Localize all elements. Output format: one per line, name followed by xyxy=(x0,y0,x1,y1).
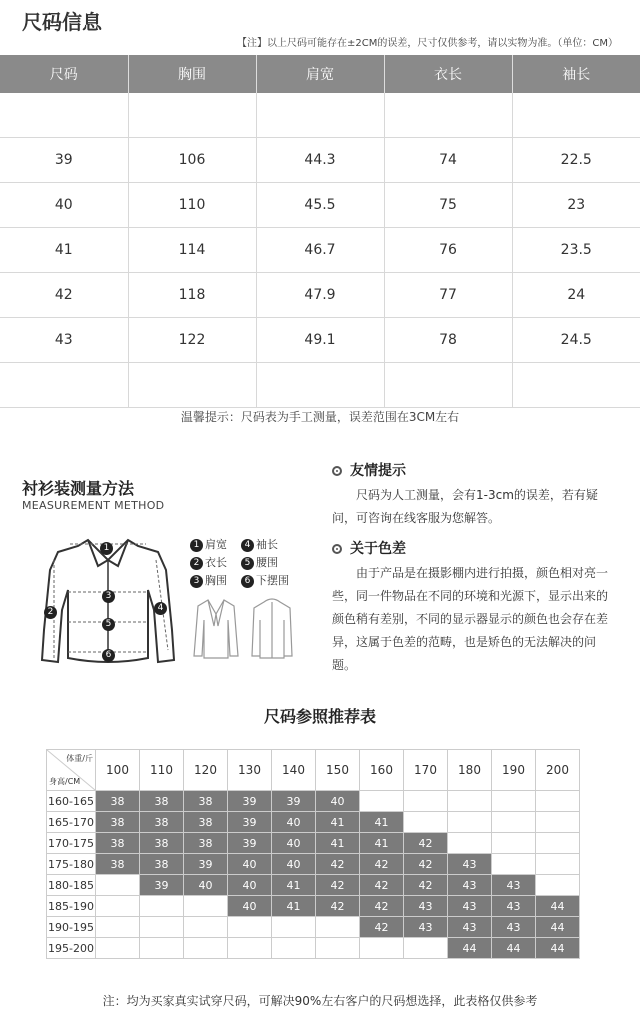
recommend-cell: 40 xyxy=(272,833,316,854)
recommend-cell: 38 xyxy=(184,812,228,833)
empty-cell xyxy=(384,93,512,138)
size-cell: 76 xyxy=(384,228,512,273)
empty-cell xyxy=(128,363,256,408)
table-row xyxy=(47,833,580,854)
table-row xyxy=(47,791,580,812)
empty-cell xyxy=(256,93,384,138)
recommend-cell xyxy=(140,917,184,938)
height-range-label: 190-195 xyxy=(47,917,96,938)
recommend-cell: 43 xyxy=(448,917,492,938)
table-row xyxy=(0,138,640,183)
recommend-cell: 42 xyxy=(404,854,448,875)
recommend-cell xyxy=(140,938,184,959)
recommend-cell: 41 xyxy=(360,812,404,833)
legend-waist: 腰围 xyxy=(256,556,278,569)
table-row xyxy=(0,228,640,273)
reminder-block xyxy=(332,460,612,530)
recommend-cell: 38 xyxy=(140,791,184,812)
weight-header: 100 xyxy=(96,750,140,791)
size-cell: 45.5 xyxy=(256,183,384,228)
recommend-cell: 43 xyxy=(448,854,492,875)
legend-shoulder: 肩宽 xyxy=(205,538,227,551)
recommend-cell: 43 xyxy=(492,917,536,938)
table-row xyxy=(47,875,580,896)
recommend-cell: 38 xyxy=(96,854,140,875)
recommend-cell xyxy=(272,938,316,959)
size-col-header: 肩宽 xyxy=(256,55,384,93)
marker-6: 6 xyxy=(102,649,115,662)
marker-1: 1 xyxy=(100,542,113,555)
info-bullet-icon xyxy=(332,466,342,476)
page-title: 尺码信息 xyxy=(22,10,102,34)
size-cell: 22.5 xyxy=(512,138,640,183)
size-cell: 40 xyxy=(0,183,128,228)
size-cell: 42 xyxy=(0,273,128,318)
color-diff-block xyxy=(332,538,612,677)
info-bullet-icon xyxy=(332,544,342,554)
legend-chest: 胸围 xyxy=(205,574,227,587)
recommend-cell xyxy=(536,875,580,896)
marker-5: 5 xyxy=(102,618,115,631)
height-range-label: 185-190 xyxy=(47,896,96,917)
recommend-cell: 38 xyxy=(96,833,140,854)
size-cell: 44.3 xyxy=(256,138,384,183)
reminder-heading: 友情提示 xyxy=(350,463,406,479)
recommend-cell xyxy=(140,896,184,917)
weight-header: 130 xyxy=(228,750,272,791)
recommend-cell: 40 xyxy=(228,854,272,875)
recommend-cell xyxy=(536,812,580,833)
recommend-cell: 43 xyxy=(448,875,492,896)
recommend-cell: 41 xyxy=(316,812,360,833)
jacket-icon xyxy=(250,596,294,662)
recommend-cell: 42 xyxy=(316,875,360,896)
size-cell: 118 xyxy=(128,273,256,318)
recommend-cell xyxy=(448,791,492,812)
recommend-cell xyxy=(536,854,580,875)
recommend-cell: 39 xyxy=(184,854,228,875)
measurement-subtitle: MEASUREMENT METHOD xyxy=(22,499,165,512)
empty-cell xyxy=(0,93,128,138)
recommend-table xyxy=(46,749,580,959)
recommend-cell xyxy=(96,917,140,938)
recommend-cell xyxy=(184,938,228,959)
size-cell: 23 xyxy=(512,183,640,228)
recommend-cell xyxy=(492,833,536,854)
recommend-cell: 44 xyxy=(448,938,492,959)
recommend-cell xyxy=(316,938,360,959)
empty-cell xyxy=(128,93,256,138)
weight-header: 150 xyxy=(316,750,360,791)
recommend-title: 尺码参照推荐表 xyxy=(263,707,376,726)
recommend-cell xyxy=(360,938,404,959)
recommend-cell xyxy=(404,938,448,959)
table-row xyxy=(47,917,580,938)
recommend-cell: 40 xyxy=(272,812,316,833)
recommend-cell: 43 xyxy=(404,896,448,917)
recommend-cell: 38 xyxy=(96,812,140,833)
size-table-header xyxy=(0,55,640,93)
size-col-header: 袖长 xyxy=(512,55,640,93)
size-col-header: 尺码 xyxy=(0,55,128,93)
weight-header: 200 xyxy=(536,750,580,791)
size-cell: 114 xyxy=(128,228,256,273)
size-cell: 74 xyxy=(384,138,512,183)
recommend-cell xyxy=(536,833,580,854)
recommend-cell xyxy=(96,875,140,896)
recommend-cell: 40 xyxy=(316,791,360,812)
recommend-cell: 38 xyxy=(184,833,228,854)
recommend-header-row xyxy=(47,750,580,791)
marker-2: 2 xyxy=(44,606,57,619)
recommend-cell xyxy=(96,938,140,959)
recommend-cell: 38 xyxy=(184,791,228,812)
empty-cell xyxy=(0,363,128,408)
recommend-cell: 42 xyxy=(404,833,448,854)
recommend-cell: 38 xyxy=(140,812,184,833)
recommend-cell xyxy=(492,791,536,812)
recommend-cell: 44 xyxy=(536,917,580,938)
weight-header: 180 xyxy=(448,750,492,791)
recommend-cell xyxy=(404,791,448,812)
recommend-cell xyxy=(228,938,272,959)
table-row xyxy=(47,812,580,833)
empty-cell xyxy=(256,363,384,408)
recommend-cell: 41 xyxy=(360,833,404,854)
legend-length: 衣长 xyxy=(205,556,227,569)
size-table xyxy=(0,55,640,408)
recommend-cell: 42 xyxy=(316,854,360,875)
recommend-cell: 43 xyxy=(492,896,536,917)
size-cell: 24.5 xyxy=(512,318,640,363)
recommend-cell: 43 xyxy=(492,875,536,896)
size-cell: 39 xyxy=(0,138,128,183)
recommend-cell xyxy=(448,812,492,833)
recommend-cell: 42 xyxy=(404,875,448,896)
weight-header: 120 xyxy=(184,750,228,791)
table-row-empty xyxy=(0,93,640,138)
empty-cell xyxy=(512,93,640,138)
size-note: 【注】以上尺码可能存在±2CM的误差，尺寸仅供参考，请以实物为准。（单位：CM） xyxy=(237,38,618,49)
recommend-cell: 42 xyxy=(316,896,360,917)
recommend-cell xyxy=(448,833,492,854)
size-cell: 122 xyxy=(128,318,256,363)
height-range-label: 165-170 xyxy=(47,812,96,833)
height-range-label: 180-185 xyxy=(47,875,96,896)
empty-cell xyxy=(384,363,512,408)
table-row xyxy=(47,854,580,875)
size-cell: 47.9 xyxy=(256,273,384,318)
size-cell: 49.1 xyxy=(256,318,384,363)
recommend-cell xyxy=(492,812,536,833)
size-cell: 43 xyxy=(0,318,128,363)
footer-note: 注：均为买家真实试穿尺码，可解决90%左右客户的尺码想选择，此表格仅供参考 xyxy=(102,994,538,1008)
marker-4: 4 xyxy=(154,602,167,615)
recommend-cell: 44 xyxy=(536,938,580,959)
recommend-cell: 40 xyxy=(228,875,272,896)
recommend-cell xyxy=(228,917,272,938)
recommend-cell: 40 xyxy=(228,896,272,917)
height-range-label: 160-165 xyxy=(47,791,96,812)
recommend-cell: 40 xyxy=(184,875,228,896)
recommend-cell: 38 xyxy=(96,791,140,812)
recommend-cell: 42 xyxy=(360,917,404,938)
measurement-title: 衬衫装测量方法 xyxy=(22,479,135,498)
reminder-body: 尺码为人工测量，会有1-3cm的误差，若有疑问，可咨询在线客服为您解答。 xyxy=(332,488,598,525)
height-label: 身高/CM xyxy=(49,777,81,786)
height-range-label: 195-200 xyxy=(47,938,96,959)
recommend-cell xyxy=(536,791,580,812)
size-cell: 46.7 xyxy=(256,228,384,273)
weight-header: 170 xyxy=(404,750,448,791)
recommend-cell xyxy=(404,812,448,833)
recommend-cell xyxy=(316,917,360,938)
size-cell: 106 xyxy=(128,138,256,183)
measure-tip: 温馨提示：尺码表为手工测量，误差范围在3CM左右 xyxy=(180,410,460,424)
recommend-cell: 42 xyxy=(360,896,404,917)
size-col-header: 胸围 xyxy=(128,55,256,93)
size-cell: 77 xyxy=(384,273,512,318)
size-cell: 23.5 xyxy=(512,228,640,273)
recommend-cell: 41 xyxy=(272,875,316,896)
recommend-cell xyxy=(184,896,228,917)
color-diff-body: 由于产品是在摄影棚内进行拍摄，颜色相对亮一些，同一件物品在不同的环境和光源下，显示出来的颜色稍有差别，不同的显示器显示的颜色也会存在差异，这属于色差的范畴，也是矫色的无法解决的问题。 xyxy=(332,566,609,672)
recommend-cell: 42 xyxy=(360,875,404,896)
weight-header: 160 xyxy=(360,750,404,791)
weight-header: 110 xyxy=(140,750,184,791)
recommend-cell: 39 xyxy=(272,791,316,812)
recommend-cell: 40 xyxy=(272,854,316,875)
recommend-cell: 43 xyxy=(448,896,492,917)
recommend-cell xyxy=(272,917,316,938)
size-cell: 110 xyxy=(128,183,256,228)
table-row xyxy=(0,183,640,228)
table-row xyxy=(0,318,640,363)
recommend-cell: 43 xyxy=(404,917,448,938)
size-cell: 78 xyxy=(384,318,512,363)
recommend-cell xyxy=(96,896,140,917)
size-cell: 41 xyxy=(0,228,128,273)
recommend-cell xyxy=(184,917,228,938)
size-col-header: 衣长 xyxy=(384,55,512,93)
recommend-cell: 39 xyxy=(228,812,272,833)
size-cell: 75 xyxy=(384,183,512,228)
size-cell: 24 xyxy=(512,273,640,318)
table-row xyxy=(47,896,580,917)
height-range-label: 170-175 xyxy=(47,833,96,854)
height-range-label: 175-180 xyxy=(47,854,96,875)
recommend-cell: 39 xyxy=(228,833,272,854)
table-corner xyxy=(47,750,96,791)
weight-header: 140 xyxy=(272,750,316,791)
table-row xyxy=(47,938,580,959)
weight-header: 190 xyxy=(492,750,536,791)
legend-sleeve: 袖长 xyxy=(256,538,278,551)
table-row-empty xyxy=(0,363,640,408)
marker-3: 3 xyxy=(102,590,115,603)
measurement-legend: 1 肩宽 4 袖长 2 衣长 5 腰围 3 胸围 6 下摆围 xyxy=(190,536,292,590)
legend-hem: 下摆围 xyxy=(256,574,289,587)
recommend-cell: 41 xyxy=(272,896,316,917)
recommend-cell xyxy=(492,854,536,875)
recommend-cell xyxy=(360,791,404,812)
recommend-cell: 41 xyxy=(316,833,360,854)
recommend-cell: 44 xyxy=(536,896,580,917)
weight-label: 体重/斤 xyxy=(66,754,93,763)
color-diff-heading: 关于色差 xyxy=(350,541,406,557)
recommend-cell: 39 xyxy=(228,791,272,812)
recommend-cell: 44 xyxy=(492,938,536,959)
recommend-cell: 39 xyxy=(140,875,184,896)
recommend-cell: 42 xyxy=(360,854,404,875)
suit-icon xyxy=(192,596,240,662)
table-row xyxy=(0,273,640,318)
recommend-cell: 38 xyxy=(140,833,184,854)
recommend-cell: 38 xyxy=(140,854,184,875)
empty-cell xyxy=(512,363,640,408)
